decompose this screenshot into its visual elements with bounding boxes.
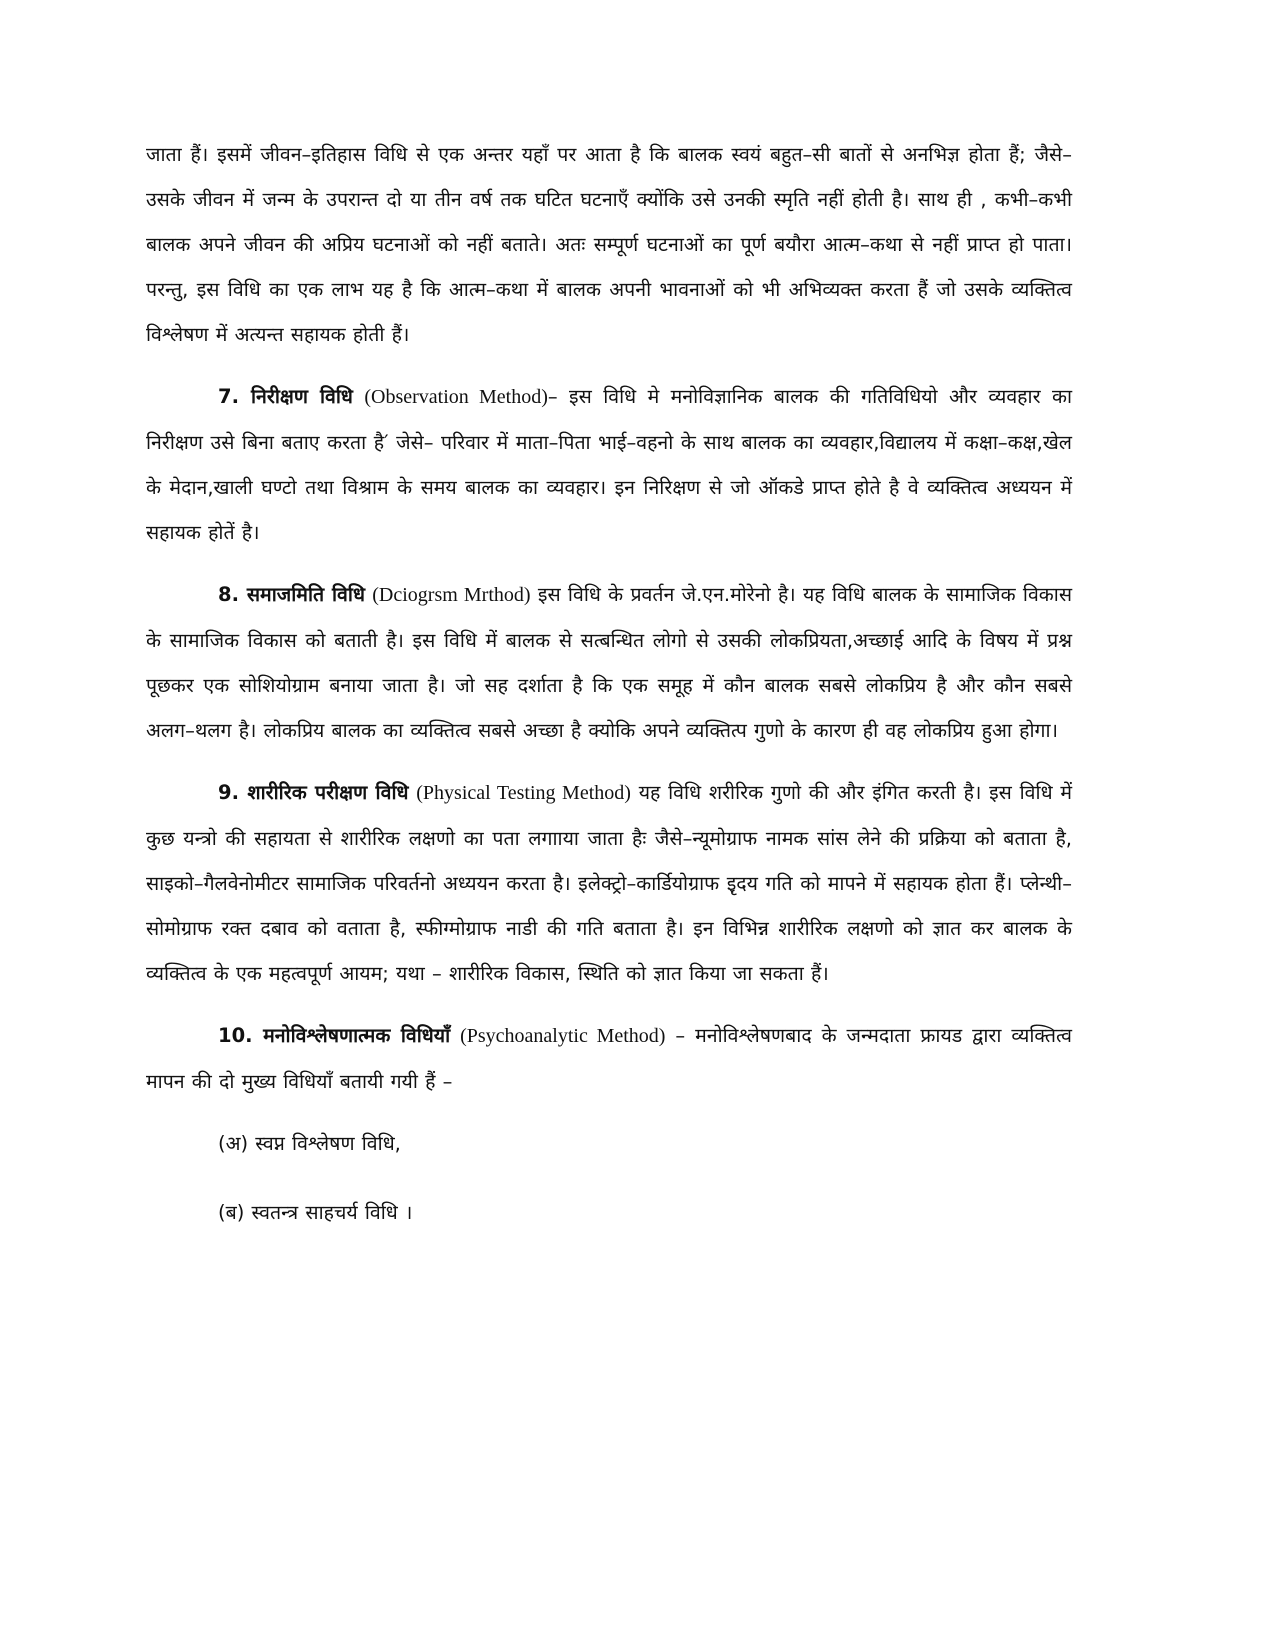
section-9-english-term: (Physical Testing Method) — [416, 782, 631, 804]
list-item-free-association: (ब) स्वतन्त्र साहचर्य विधि । — [218, 1201, 413, 1224]
section-10-english-term: (Psychoanalytic Method) — [460, 1025, 666, 1047]
section-10-text: – मनोविश्लेषणबाद के जन्मदाता फ्रायड द्वारा व्यक्तित्व मापन की दो मुख्य विधियाँ बतायी गयी हैं – — [146, 1024, 1072, 1093]
section-7-heading: 7. निरीक्षण विधि — [218, 385, 353, 408]
section-8-heading: 8. समाजमिति विधि — [218, 583, 365, 606]
section-9-text: यह विधि शरीरिक गुणो की और इंगित करती है। इस विधि में कुछ यन्त्रो की सहायता से शारीरिक लक्षणो का पता लगााया जाता हैः जैसे–न्यूमोग्राफ नामक सांस लेने की प्रक्रिया को बताता है, साइको–गैलवेनोमीटर सामाजिक परिवर्तनो अध्ययन करता है। इलेक्ट्रो–कार्डियोग्राफ इृदय गति को मापने में सहायक होता हैं। प्लेन्थी–सोमोग्राफ रक्त दबाव को वताता है, स्फीग्मोग्राफ नाडी की गति बताता है। इन विभिन्न शारीरिक लक्षणो को ज्ञात कर बालक के व्यक्तित्व के एक महत्वपूर्ण आयम; यथा – शारीरिक विकास, स्थिति को ज्ञात किया जा सकता हैं। — [146, 781, 1072, 985]
section-8-text: इस विधि के प्रवर्तन जे.एन.मोरेनो है। यह विधि बालक के सामाजिक विकास के सामाजिक विकास को बताती है। इस विधि में बालक से सत्बन्धित लोगो से उसकी लोकप्रियता,अच्छाई आदि के विषय में प्रश्न पूछकर एक सोशियोग्राम बनाया जाता है। जो सह दर्शाता है कि एक समूह में कौन बालक सबसे लोकप्रिय है और कौन सबसे अलग–थलग है। लोकप्रिय बालक का व्यक्तित्व सबसे अच्छा है क्योकि अपने व्यक्तित्प गुणो के कारण ही वह लोकप्रिय हुआ होगा। — [146, 583, 1073, 742]
section-7-text: – इस विधि मे मनोविज्ञानिक बालक की गतिविधियो और व्यवहार का निरीक्षण उसे बिना बताए करता है′ जेसे– परिवार में माता–पिता भाई–वहनो के साथ बालक का व्यवहार,विद्यालय में कक्षा–कक्ष,खेल के मेदान,खाली घण्टो तथा विश्राम के समय बालक का व्यवहार। इन निरिक्षण से जो ऑकडे प्राप्त होते है वे व्यक्तित्व अध्ययन में सहायक होतें है। — [146, 385, 1072, 544]
section-7-english-term: (Observation Method) — [364, 386, 548, 408]
section-9-heading: 9. शारीरिक परीक्षण विधि — [218, 781, 409, 804]
section-8-english-term: (Dciogrsm Mrthod) — [372, 584, 531, 606]
list-item-dream-analysis: (अ) स्वप्न विश्लेषण विधि, — [218, 1132, 401, 1155]
section-7-paragraph — [146, 374, 1072, 555]
section-10-heading: 10. मनोविश्लेषणात्मक विधियाँ — [218, 1024, 451, 1047]
section-9-paragraph — [146, 770, 1072, 996]
document-page — [146, 132, 1072, 1235]
section-10-paragraph — [146, 1013, 1072, 1104]
section-8-paragraph — [146, 572, 1072, 753]
intro-paragraph: जाता हैं। इसमें जीवन–इतिहास विधि से एक अन्तर यहाँ पर आता है कि बालक स्वयं बहुत–सी बातों से अनभिज्ञ होता हैं; जैसे– उसके जीवन में जन्म के उपरान्त दो या तीन वर्ष तक घटित घटनाएँ क्योंकि उसे उनकी स्मृति नहीं होती है। साथ ही , कभी–कभी बालक अपने जीवन की अप्रिय घटनाओं को नहीं बताते। अतः सम्पूर्ण घटनाओं का पूर्ण बयौरा आत्म–कथा से नहीं प्राप्त हो पाता। परन्तु, इस विधि का एक लाभ यह है कि आत्म–कथा में बालक अपनी भावनाओं को भी अभिव्यक्त करता हैं जो उसके व्यक्तित्व विश्लेषण में अत्यन्त सहायक होती हैं। — [146, 143, 1072, 346]
